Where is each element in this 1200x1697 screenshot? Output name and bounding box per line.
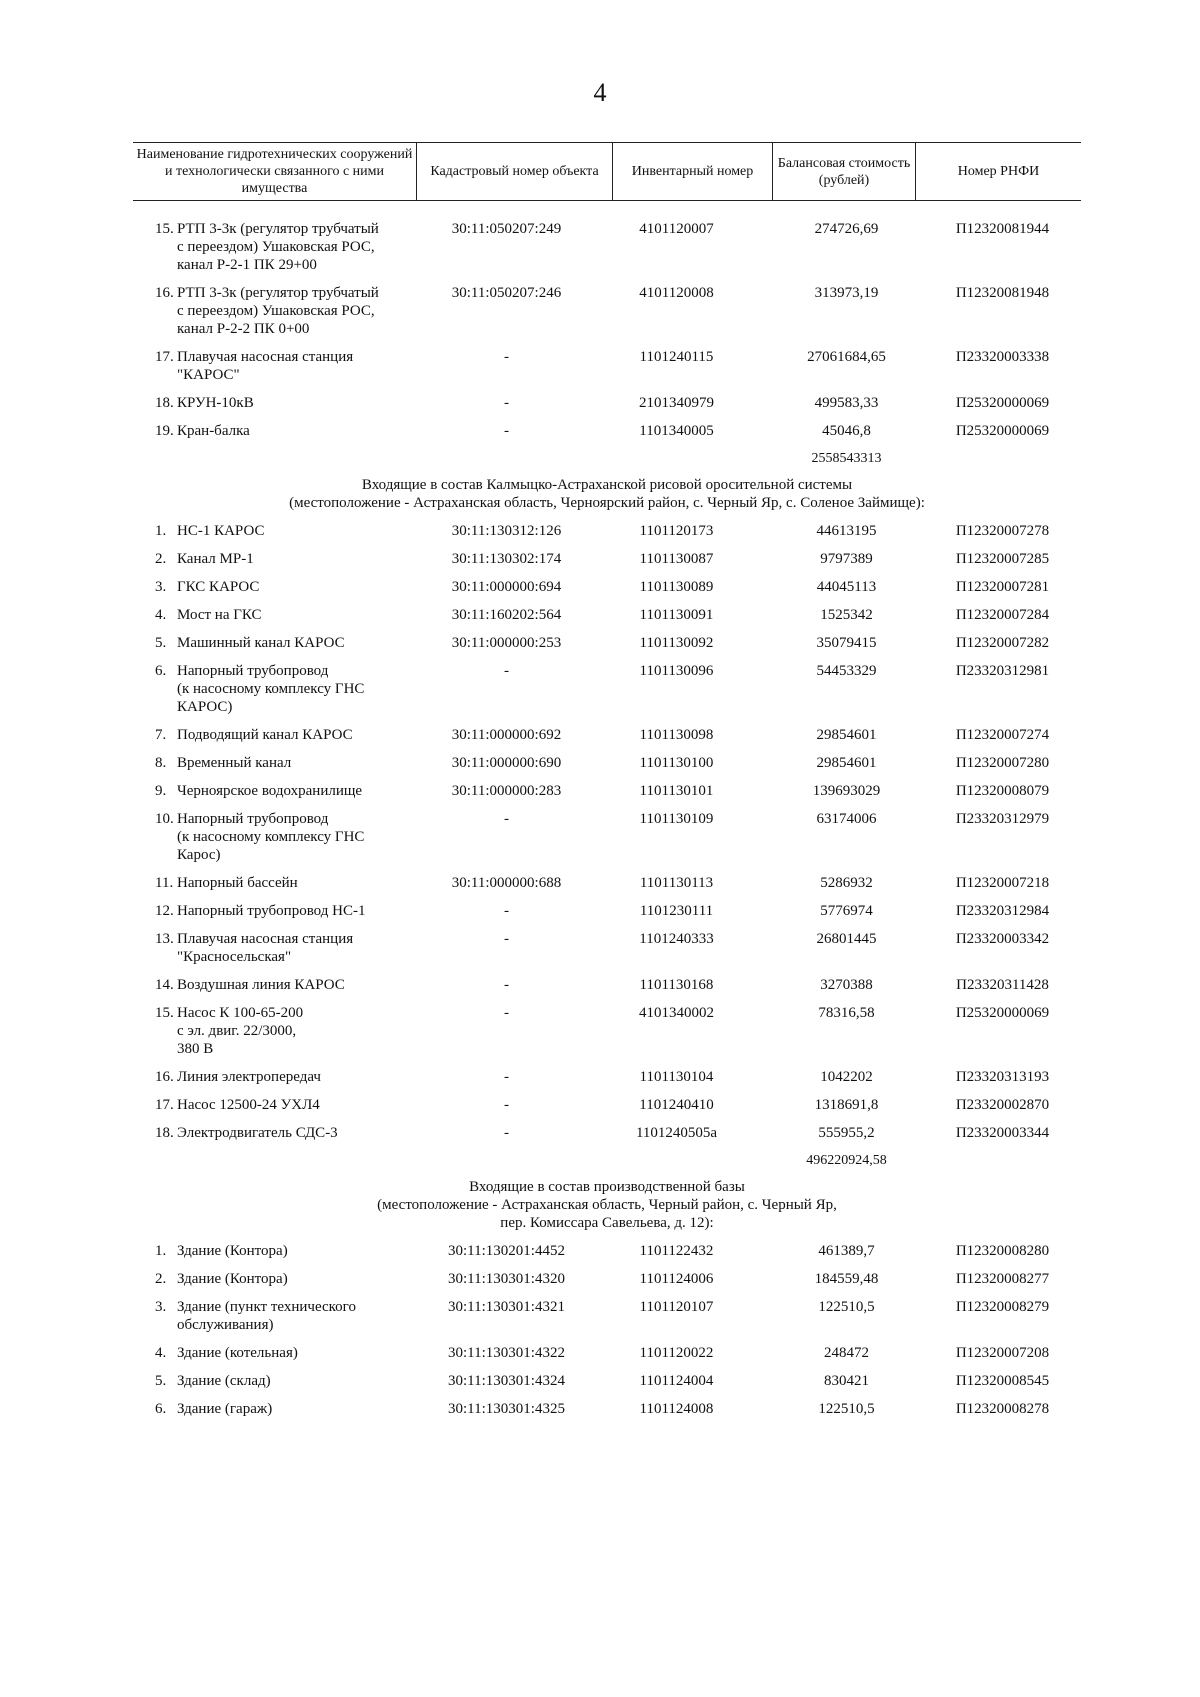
header-inventory: Инвентарный номер — [613, 143, 773, 200]
row-rnfi: П12320081944 — [955, 221, 1050, 237]
table-row — [133, 522, 1081, 540]
section-2-title: Входящие в состав Калмыцко-Астраханской рисовой оросительной системы (местоположение - Астраханская область, Черноярский район, с. Черный Яр, с. Соленое Займище): — [289, 477, 925, 511]
row-number: 7. — [155, 727, 167, 743]
row-number: 2. — [155, 1271, 167, 1287]
row-inventory: 1101124008 — [639, 1401, 714, 1417]
row-cadastral: 30:11:000000:694 — [451, 579, 562, 595]
row-balance: 27061684,65 — [807, 349, 886, 365]
row-number: 6. — [155, 1401, 167, 1417]
row-rnfi: П12320007208 — [955, 1345, 1050, 1361]
table-row — [133, 662, 1081, 716]
table-row — [133, 810, 1081, 864]
row-rnfi: П12320007274 — [955, 727, 1050, 743]
row-number: 5. — [155, 635, 167, 651]
row-balance: 44613195 — [816, 523, 877, 539]
table-row — [133, 1096, 1081, 1114]
row-inventory: 1101230111 — [639, 903, 714, 919]
row-rnfi: П12320081948 — [955, 285, 1050, 301]
table-row — [133, 422, 1081, 440]
row-rnfi: П12320007285 — [955, 551, 1050, 567]
row-cadastral: - — [504, 1005, 509, 1021]
row-inventory: 1101240410 — [639, 1097, 714, 1113]
row-balance: 35079415 — [816, 635, 877, 651]
row-cadastral: - — [504, 931, 509, 947]
row-inventory: 1101340005 — [639, 423, 714, 439]
row-inventory: 4101120007 — [639, 221, 714, 237]
row-inventory: 1101130096 — [639, 663, 714, 679]
table-row — [133, 1068, 1081, 1086]
row-rnfi: П25320000069 — [955, 423, 1050, 439]
row-inventory: 1101130091 — [639, 607, 714, 623]
row-name: Линия электропередач — [177, 1069, 321, 1085]
row-name: Канал МР-1 — [177, 551, 254, 567]
row-number: 5. — [155, 1373, 167, 1389]
row-name: Мост на ГКС — [177, 607, 262, 623]
row-cadastral: 30:11:000000:253 — [451, 635, 562, 651]
row-cadastral: 30:11:130301:4324 — [448, 1373, 565, 1389]
row-balance: 44045113 — [816, 579, 877, 595]
row-rnfi: П12320007281 — [955, 579, 1050, 595]
row-name: НС-1 КАРОС — [177, 523, 265, 539]
row-name: КРУН-10кВ — [177, 395, 254, 411]
row-cadastral: 30:11:160202:564 — [451, 607, 562, 623]
row-inventory: 1101120173 — [639, 523, 714, 539]
row-number: 17. — [155, 349, 174, 365]
row-balance: 184559,48 — [814, 1271, 879, 1287]
table-row — [133, 1372, 1081, 1390]
row-name: Здание (склад) — [177, 1373, 271, 1389]
row-inventory: 1101130113 — [639, 875, 714, 891]
row-name: Напорный трубопровод НС-1 — [177, 903, 366, 919]
table-row — [133, 606, 1081, 624]
row-balance: 9797389 — [820, 551, 873, 567]
row-inventory: 4101340002 — [639, 1005, 714, 1021]
table-row — [133, 348, 1081, 384]
row-inventory: 1101120022 — [639, 1345, 714, 1361]
row-inventory: 1101130092 — [639, 635, 714, 651]
row-number: 12. — [155, 903, 174, 919]
table-body — [133, 220, 1081, 1428]
table-row — [133, 1298, 1081, 1334]
row-balance: 63174006 — [816, 811, 877, 827]
row-cadastral: 30:11:000000:688 — [451, 875, 562, 891]
row-name: Черноярское водохранилище — [177, 783, 363, 799]
row-inventory: 1101124006 — [639, 1271, 714, 1287]
row-balance: 26801445 — [816, 931, 877, 947]
row-balance: 555955,2 — [818, 1125, 875, 1141]
row-balance: 139693029 — [812, 783, 881, 799]
group-1-total-value: 2558543313 — [811, 451, 882, 466]
row-cadastral: - — [504, 1125, 509, 1141]
row-number: 19. — [155, 423, 174, 439]
row-rnfi: П23320003338 — [955, 349, 1050, 365]
row-balance: 1318691,8 — [814, 1097, 879, 1113]
row-cadastral: 30:11:000000:692 — [451, 727, 562, 743]
table-row — [133, 550, 1081, 568]
row-inventory: 1101130101 — [639, 783, 714, 799]
table-row — [133, 578, 1081, 596]
row-name: Напорный трубопровод (к насосному комплексу ГНС КАРОС) — [177, 663, 365, 715]
row-number: 9. — [155, 783, 167, 799]
row-name: Напорный трубопровод (к насосному комплексу ГНС Карос) — [177, 811, 365, 863]
group-3 — [133, 1242, 1081, 1418]
row-rnfi: П12320008545 — [955, 1373, 1050, 1389]
table-row — [133, 782, 1081, 800]
row-inventory: 1101130098 — [639, 727, 714, 743]
table-row — [133, 1124, 1081, 1142]
table-row — [133, 1242, 1081, 1260]
row-rnfi: П23320312984 — [955, 903, 1050, 919]
row-name: Насос 12500-24 УХЛ4 — [177, 1097, 320, 1113]
row-rnfi: П23320003342 — [955, 931, 1050, 947]
row-cadastral: 30:11:130302:174 — [451, 551, 562, 567]
table-row — [133, 1004, 1081, 1058]
row-balance: 1042202 — [820, 1069, 873, 1085]
row-name: Электродвигатель СДС-3 — [177, 1125, 338, 1141]
row-cadastral: - — [504, 423, 509, 439]
row-rnfi: П12320008079 — [955, 783, 1050, 799]
table-row — [133, 394, 1081, 412]
row-balance: 29854601 — [816, 727, 877, 743]
row-number: 6. — [155, 663, 167, 679]
group-2-total-value: 496220924,58 — [806, 1153, 887, 1168]
row-balance: 274726,69 — [814, 221, 879, 237]
row-balance: 5776974 — [820, 903, 873, 919]
row-number: 13. — [155, 931, 174, 947]
row-number: 11. — [155, 875, 174, 891]
row-balance: 45046,8 — [822, 423, 871, 439]
row-number: 1. — [155, 1243, 167, 1259]
row-cadastral: - — [504, 977, 509, 993]
row-number: 1. — [155, 523, 167, 539]
row-number: 3. — [155, 1299, 167, 1315]
table-header — [133, 142, 1081, 201]
row-name: Кран-балка — [177, 423, 250, 439]
row-balance: 313973,19 — [814, 285, 879, 301]
row-name: Воздушная линия КАРОС — [177, 977, 345, 993]
group-2-total — [133, 1152, 1081, 1170]
table-row — [133, 220, 1081, 274]
row-balance: 461389,7 — [818, 1243, 875, 1259]
row-rnfi: П12320008277 — [955, 1271, 1050, 1287]
row-name: Здание (гараж) — [177, 1401, 273, 1417]
row-name: Здание (котельная) — [177, 1345, 298, 1361]
row-cadastral: - — [504, 663, 509, 679]
table-row — [133, 1344, 1081, 1362]
row-cadastral: - — [504, 1097, 509, 1113]
row-rnfi: П12320007278 — [955, 523, 1050, 539]
row-name: Плавучая насосная станция "Красносельская" — [177, 931, 354, 965]
row-number: 4. — [155, 607, 167, 623]
row-number: 2. — [155, 551, 167, 567]
row-balance: 1525342 — [820, 607, 873, 623]
row-rnfi: П23320312979 — [955, 811, 1050, 827]
row-cadastral: - — [504, 395, 509, 411]
row-cadastral: 30:11:130301:4322 — [448, 1345, 565, 1361]
row-cadastral: 30:11:130201:4452 — [448, 1243, 565, 1259]
row-number: 15. — [155, 1005, 174, 1021]
row-number: 17. — [155, 1097, 174, 1113]
row-inventory: 1101130100 — [639, 755, 714, 771]
row-rnfi: П25320000069 — [955, 395, 1050, 411]
table-row — [133, 284, 1081, 338]
row-name: Плавучая насосная станция "КАРОС" — [177, 349, 354, 383]
row-rnfi: П23320312981 — [955, 663, 1050, 679]
row-balance: 830421 — [824, 1373, 869, 1389]
row-inventory: 1101240505а — [635, 1125, 718, 1141]
row-name: РТП 3-3к (регулятор трубчатый с переездом) Ушаковская РОС, канал Р-2-1 ПК 29+00 — [177, 221, 379, 273]
row-rnfi: П12320008278 — [955, 1401, 1050, 1417]
table-row — [133, 930, 1081, 966]
header-balance: Балансовая стоимость (рублей) — [773, 143, 916, 200]
row-number: 18. — [155, 1125, 174, 1141]
section-3-title: Входящие в состав производственной базы (местоположение - Астраханская область, Черный район, с. Черный Яр, пер. Комиссара Савельева, д. 12): — [377, 1179, 837, 1231]
row-inventory: 1101130168 — [639, 977, 714, 993]
row-name: Подводящий канал КАРОС — [177, 727, 353, 743]
row-cadastral: 30:11:050207:249 — [451, 221, 562, 237]
row-name: Здание (пункт технического обслуживания) — [177, 1299, 356, 1333]
row-name: РТП 3-3к (регулятор трубчатый с переездом) Ушаковская РОС, канал Р-2-2 ПК 0+00 — [177, 285, 379, 337]
group-1-total — [133, 450, 1081, 468]
row-rnfi: П12320007284 — [955, 607, 1050, 623]
table-row — [133, 634, 1081, 652]
row-rnfi: П12320007218 — [955, 875, 1050, 891]
row-inventory: 1101124004 — [639, 1373, 714, 1389]
row-number: 3. — [155, 579, 167, 595]
row-balance: 78316,58 — [818, 1005, 875, 1021]
row-number: 10. — [155, 811, 174, 827]
row-cadastral: - — [504, 349, 509, 365]
table-row — [133, 754, 1081, 772]
row-number: 8. — [155, 755, 167, 771]
row-cadastral: 30:11:000000:690 — [451, 755, 562, 771]
row-cadastral: - — [504, 903, 509, 919]
row-name: Напорный бассейн — [177, 875, 298, 891]
row-inventory: 1101120107 — [639, 1299, 714, 1315]
row-cadastral: 30:11:130301:4320 — [448, 1271, 565, 1287]
row-cadastral: 30:11:130301:4325 — [448, 1401, 565, 1417]
row-cadastral: 30:11:050207:246 — [451, 285, 562, 301]
row-balance: 499583,33 — [814, 395, 879, 411]
group-2 — [133, 522, 1081, 1142]
row-balance: 3270388 — [820, 977, 873, 993]
row-cadastral: 30:11:130312:126 — [451, 523, 562, 539]
row-balance: 5286932 — [820, 875, 873, 891]
row-rnfi: П12320008279 — [955, 1299, 1050, 1315]
table-row — [133, 1400, 1081, 1418]
row-rnfi: П12320007280 — [955, 755, 1050, 771]
row-rnfi: П23320313193 — [955, 1069, 1050, 1085]
table-row — [133, 726, 1081, 744]
row-cadastral: - — [504, 1069, 509, 1085]
row-number: 4. — [155, 1345, 167, 1361]
row-name: Машинный канал КАРОС — [177, 635, 345, 651]
row-number: 18. — [155, 395, 174, 411]
row-inventory: 1101240333 — [639, 931, 714, 947]
row-rnfi: П23320003344 — [955, 1125, 1050, 1141]
row-balance: 54453329 — [816, 663, 877, 679]
row-rnfi: П25320000069 — [955, 1005, 1050, 1021]
row-inventory: 1101130109 — [639, 811, 714, 827]
row-number: 15. — [155, 221, 174, 237]
row-inventory: 2101340979 — [639, 395, 714, 411]
row-balance: 122510,5 — [818, 1401, 875, 1417]
row-inventory: 1101122432 — [639, 1243, 714, 1259]
page-number: 4 — [593, 78, 607, 107]
row-balance: 122510,5 — [818, 1299, 875, 1315]
row-inventory: 1101130089 — [639, 579, 714, 595]
row-rnfi: П23320002870 — [955, 1097, 1050, 1113]
row-rnfi: П12320008280 — [955, 1243, 1050, 1259]
header-cadastral: Кадастровый номер объекта — [417, 143, 613, 200]
table-row — [133, 1270, 1081, 1288]
table-row — [133, 902, 1081, 920]
row-number: 16. — [155, 1069, 174, 1085]
header-name: Наименование гидротехнических сооружений и технологически связанного с ними имущества — [133, 143, 417, 200]
row-inventory: 1101130104 — [639, 1069, 714, 1085]
row-balance: 29854601 — [816, 755, 877, 771]
row-number: 16. — [155, 285, 174, 301]
table-row — [133, 976, 1081, 994]
row-name: Временный канал — [177, 755, 292, 771]
group-1 — [133, 220, 1081, 440]
row-rnfi: П23320311428 — [956, 977, 1049, 993]
row-cadastral: 30:11:000000:283 — [451, 783, 562, 799]
header-rnfi: Номер РНФИ — [957, 164, 1040, 179]
table-row — [133, 874, 1081, 892]
row-name: ГКС КАРОС — [177, 579, 260, 595]
row-cadastral: 30:11:130301:4321 — [448, 1299, 565, 1315]
row-cadastral: - — [504, 811, 509, 827]
row-name: Насос К 100-65-200 с эл. двиг. 22/3000, 380 В — [177, 1005, 304, 1057]
row-name: Здание (Контора) — [177, 1243, 288, 1259]
row-name: Здание (Контора) — [177, 1271, 288, 1287]
row-number: 14. — [155, 977, 174, 993]
row-balance: 248472 — [824, 1345, 869, 1361]
row-inventory: 1101240115 — [639, 349, 714, 365]
row-inventory: 1101130087 — [639, 551, 714, 567]
row-inventory: 4101120008 — [639, 285, 714, 301]
row-rnfi: П12320007282 — [955, 635, 1050, 651]
